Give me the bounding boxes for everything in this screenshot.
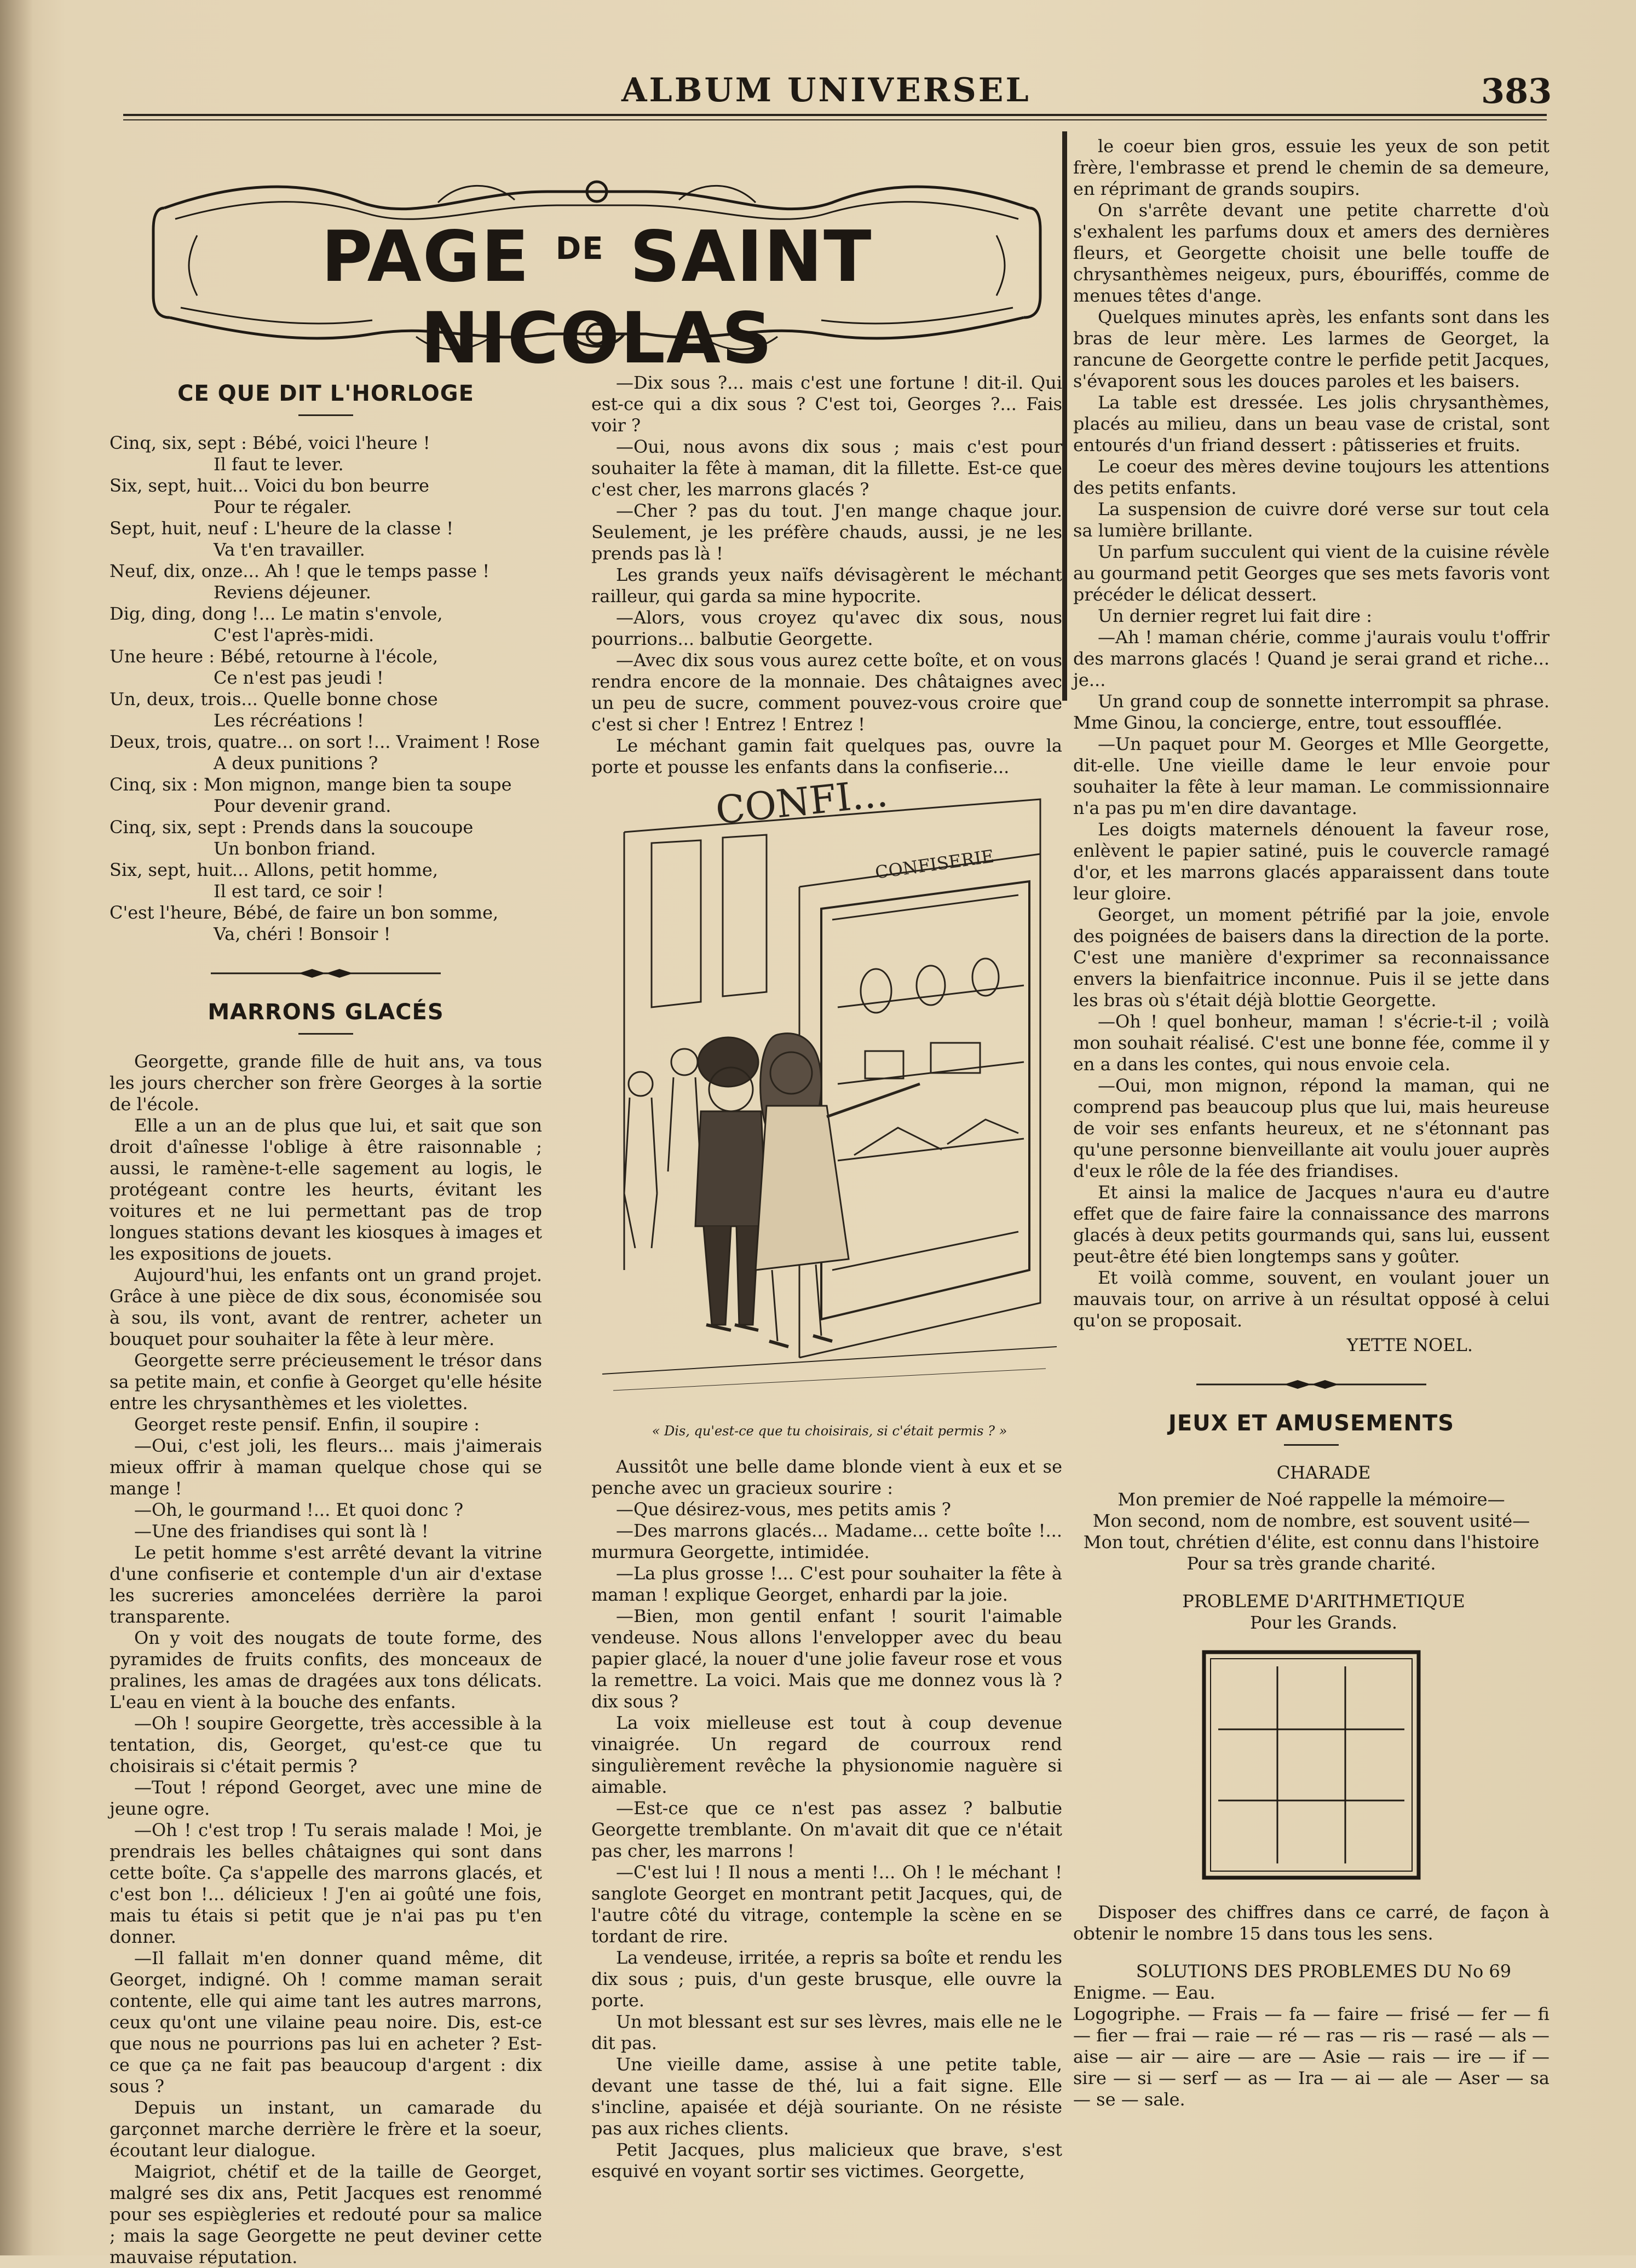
paragraph: Georgette, grande fille de huit ans, va tous les jours chercher son frère Georges à la sortie de l'école. <box>110 1051 542 1115</box>
paragraph: Le coeur des mères devine toujours les attentions des petits enfants. <box>1073 456 1549 498</box>
paragraph: —Ah ! maman chérie, comme j'aurais voulu t'offrir des marrons glacés ! Quand je serai grand et riche... je... <box>1073 627 1549 690</box>
marrons-text-col2-bottom <box>591 1456 1062 2182</box>
poem-line: Un bonbon friand. <box>214 838 376 859</box>
paragraph: Maigriot, chétif et de la taille de Georget, malgré ses dix ans, Petit Jacques est renommé pour ses espiègleries et redouté pour sa malice ; mais la sage Georgette ne peut deviner cette mauvaise réputation. <box>110 2161 542 2267</box>
paragraph: —Un paquet pour M. Georges et Mlle Georgette, dit-elle. Une vieille dame le leur envoie pour souhaiter la fête à leur maman. Le commissionnaire n'a pas pu m'en dire davantage. <box>1073 734 1549 818</box>
poem-line: Les récréations ! <box>214 710 364 731</box>
paragraph: —Bien, mon gentil enfant ! sourit l'aimable vendeuse. Nous allons l'envelopper avec du beau papier glacé, la nouer d'une jolie faveur rose et vous la remettre. La voici. Mais que me donnez vous là ? dix sous ? <box>591 1606 1062 1712</box>
paragraph: Et voilà comme, souvent, en voulant jouer un mauvais tour, on arrive à un résultat opposé à celui qu'on se proposait. <box>1073 1267 1549 1331</box>
horloge-title: CE QUE DIT L'HORLOGE <box>177 381 474 406</box>
poem-line: C'est l'heure, Bébé, de faire un bon somme, <box>110 902 499 923</box>
shop-window-sign: CONFISERIE <box>873 845 995 883</box>
header-rule-bottom <box>123 119 1547 120</box>
title-rule <box>298 1033 353 1035</box>
paragraph: —Avec dix sous vous aurez cette boîte, et on vous rendra encore de la monnaie. Des châtaignes avec un peu de sucre, comment pouvez-vous croire que c'est si cher ! Entrez ! Entrez ! <box>591 650 1062 735</box>
paragraph: Un grand coup de sonnette interrompit sa phrase. Mme Ginou, la concierge, entre, tout essoufflée. <box>1073 691 1549 733</box>
paragraph: le coeur bien gros, essuie les yeux de son petit frère, l'embrasse et prend le chemin de sa demeure, en réprimant de grands soupirs. <box>1073 136 1549 199</box>
column-2-top <box>591 372 1062 778</box>
paragraph: —Est-ce que ce n'est pas assez ? balbutie Georgette tremblante. On m'avait dit que ce n'était pas cher, les marrons ! <box>591 1798 1062 1861</box>
paragraph: Une vieille dame, assise à une petite table, devant une tasse de thé, lui a fait signe. Elle s'incline, apaisée et déjà souriante. On ne résiste pas aux riches clients. <box>591 2054 1062 2139</box>
poem-line: Un, deux, trois... Quelle bonne chose <box>110 689 438 709</box>
paragraph: —Il fallait m'en donner quand même, dit Georget, indigné. Oh ! comme maman serait contente, elle qui aime tant les autres marrons, ceux qu'ont une vilaine peau noire. Dis, est-ce que nous ne pourrions pas lui en acheter ? Est-ce que ça ne fait pas beaucoup d'argent : dix sous ? <box>110 1948 542 2097</box>
paragraph: Les doigts maternels dénouent la faveur rose, enlèvent le papier satiné, puis le couvercle ramagé d'or, et les marrons glacés apparaissent dans toute leur gloire. <box>1073 819 1549 904</box>
paragraph: —Oh ! c'est trop ! Tu serais malade ! Moi, je prendrais les belles châtaignes qui sont dans cette boîte. Ça s'appelle des marrons glacés, et c'est bon !... délicieux ! J'en ai goûté une fois, mais tu étais si petit que je n'ai pas pu t'en donner. <box>110 1820 542 1947</box>
paragraph: La voix mielleuse est tout à coup devenue vinaigrée. Un regard de courroux rend singulièrement revêche la physionomie naguère si aimable. <box>591 1712 1062 1797</box>
paragraph: —Oui, c'est joli, les fleurs... mais j'aimerais mieux offrir à maman quelque chose qui se mange ! <box>110 1435 542 1499</box>
charade-line: Mon premier de Noé rappelle la mémoire— <box>1117 1489 1505 1510</box>
paragraph: —Cher ? pas du tout. J'en mange chaque jour. Seulement, je les préfère chauds, aussi, je ne les prends pas là ! <box>591 500 1062 564</box>
illustration-caption: « Dis, qu'est-ce que tu choisirais, si c'était permis ? » <box>652 1423 1007 1439</box>
column-1 <box>110 383 542 2268</box>
paragraph: Georget reste pensif. Enfin, il soupire : <box>134 1414 480 1435</box>
paragraph: Quelques minutes après, les enfants sont dans les bras de leur mère. Les larmes de Georget, la rancune de Georgette contre le perfide petit Jacques, s'évaporent sous les douces paroles et les baisers. <box>1073 307 1549 391</box>
poem-line: Neuf, dix, onze... Ah ! que le temps passe ! <box>110 561 490 581</box>
poem-line: Il est tard, ce soir ! <box>214 881 384 902</box>
marrons-text-col2-top <box>591 372 1062 778</box>
poem-line: Reviens déjeuner. <box>214 582 371 603</box>
paragraph: La suspension de cuivre doré verse sur tout cela sa lumière brillante. <box>1073 499 1549 541</box>
banner-title: PAGE $^{DE}$ SAINT NICOLAS <box>321 216 873 379</box>
paragraph: —Oui, nous avons dix sous ; mais c'est pour souhaiter la fête à maman, dit la fillette. Est-ce que c'est cher, les marrons glacés ? <box>591 436 1062 500</box>
column-3 <box>1073 136 1549 2110</box>
page-banner <box>131 170 1062 379</box>
solution-logogriphe: Logogriphe. — Frais — fa — faire — frisé — fer — fi — fier — frai — raie — ré — ras — ris — rasé — als — aise — air — aire — are — Asie — rais — ire — if — sire — si — serf — as — Ira — ai — ale — Aser — sa — se — sale. <box>1073 2004 1549 2110</box>
paragraph: Le petit homme s'est arrêté devant la vitrine d'une confiserie et contemple d'un air d'extase les sucreries amoncelées derrière la paroi transparente. <box>110 1542 542 1627</box>
paragraph: La vendeuse, irritée, a repris sa boîte et rendu les dix sous ; puis, d'un geste brusque, elle ouvre la porte. <box>591 1947 1062 2011</box>
poem-line: Dig, ding, dong !... Le matin s'envole, <box>110 603 443 624</box>
illustration-confiserie <box>591 777 1068 1418</box>
jeux-title: JEUX ET AMUSEMENTS <box>1168 1411 1455 1436</box>
paragraph: —Tout ! répond Georget, avec une mine de jeune ogre. <box>110 1777 542 1819</box>
shop-sign-text: CONFI... <box>713 777 890 833</box>
charade-line: Mon tout, chrétien d'élite, est connu dans l'histoire <box>1083 1532 1540 1553</box>
poem-line: Pour te régaler. <box>214 497 352 517</box>
marrons-text-col3 <box>1073 136 1549 1331</box>
poem-line: Six, sept, huit... Allons, petit homme, <box>110 859 439 880</box>
poem-line: Six, sept, huit... Voici du bon beurre <box>110 475 429 496</box>
poem-line: A deux punitions ? <box>214 753 378 774</box>
charade-text <box>1073 1489 1549 1574</box>
paragraph: —Une des friandises qui sont là ! <box>134 1521 429 1542</box>
solutions-title: SOLUTIONS DES PROBLEMES DU No 69 <box>1136 1961 1512 1982</box>
page-number: 383 <box>1481 71 1552 111</box>
header-rule-top <box>123 114 1547 116</box>
poem-line: Va t'en travailler. <box>214 539 365 560</box>
marrons-title: MARRONS GLACÉS <box>208 1000 444 1025</box>
paragraph: Et ainsi la malice de Jacques n'aura eu d'autre effet que de faire faire la connaissance des marrons glacés à deux petits gourmands qui, sans lui, eussent peut-être été bien longtemps sans y goûter. <box>1073 1182 1549 1267</box>
charade-line: Pour sa très grande charité. <box>1186 1553 1436 1574</box>
paragraph: Le méchant gamin fait quelques pas, ouvre la porte et pousse les enfants dans la confiserie... <box>591 735 1062 777</box>
paragraph: Petit Jacques, plus malicieux que brave, s'est esquivé en voyant sortir ses victimes. Georgette, <box>591 2139 1062 2182</box>
masthead-title: ALBUM UNIVERSEL <box>621 71 1031 109</box>
poem-line: Cinq, six, sept : Bébé, voici l'heure ! <box>110 432 430 453</box>
paragraph: Un parfum succulent qui vient de la cuisine révèle au gourmand petit Georges que ses mets favoris vont précéder le délicat dessert. <box>1073 541 1549 605</box>
probleme-subtitle: Pour les Grands. <box>1250 1612 1397 1633</box>
poem-line: Cinq, six : Mon mignon, mange bien ta soupe <box>110 774 512 795</box>
paragraph: On y voit des nougats de toute forme, des pyramides de fruits confits, des monceaux de pralines, les amas de dragées aux tons délicats. L'eau en vient à la bouche des enfants. <box>110 1628 542 1712</box>
poem-line: C'est l'après-midi. <box>214 625 375 645</box>
charade-title: CHARADE <box>1276 1462 1371 1483</box>
paragraph: —Alors, vous croyez qu'avec dix sous, nous pourrions... balbutie Georgette. <box>591 607 1062 649</box>
title-rule <box>298 414 353 416</box>
paragraph: La table est dressée. Les jolis chrysanthèmes, placés au milieu, dans un beau vase de cristal, sont entourés d'un friand dessert : pâtisseries et fruits. <box>1073 392 1549 455</box>
probleme-text: Disposer des chiffres dans ce carré, de façon à obtenir le nombre 15 dans tous les sens. <box>1073 1902 1549 1944</box>
paragraph: Un dernier regret lui fait dire : <box>1098 605 1373 626</box>
paragraph: On s'arrête devant une petite charrette d'où s'exhalent les parfums doux et amers des dernières fleurs, et Georgette choisit une belle touffe de chrysanthèmes neigeux, purs, ébouriffés, comme de menues têtes d'ange. <box>1073 200 1549 306</box>
paragraph: —Des marrons glacés... Madame... cette boîte !... murmura Georgette, intimidée. <box>591 1520 1062 1562</box>
horloge-poem <box>110 432 542 945</box>
ornament-divider <box>211 967 441 980</box>
paragraph: —Dix sous ?... mais c'est une fortune ! dit-il. Qui est-ce qui a dix sous ? C'est toi, Georges ?... Fais voir ? <box>591 372 1062 436</box>
paragraph: Georgette serre précieusement le trésor dans sa petite main, et confie à Georget qu'elle hésite entre les chrysanthèmes et les violettes. <box>110 1350 542 1413</box>
paragraph: Un mot blessant est sur ses lèvres, mais elle ne le dit pas. <box>591 2011 1062 2053</box>
poem-line: Il faut te lever. <box>214 454 344 475</box>
column-2-bottom <box>591 1456 1062 2182</box>
paragraph: Aujourd'hui, les enfants ont un grand projet. Grâce à une pièce de dix sous, économisée sou à sou, ils vont, avant de rentrer, acheter un bouquet pour souhaiter la fête à leur mère. <box>110 1265 542 1349</box>
poem-line: Pour devenir grand. <box>214 795 391 816</box>
poem-line: Sept, huit, neuf : L'heure de la classe ! <box>110 518 454 539</box>
title-rule <box>1284 1444 1339 1446</box>
poem-line: Ce n'est pas jeudi ! <box>214 667 384 688</box>
column-divider <box>1062 131 1067 701</box>
marrons-text-col1 <box>110 1051 542 2268</box>
children-at-shop-window-illustration <box>591 777 1068 1418</box>
paragraph: —Oh ! quel bonheur, maman ! s'écrie-t-il ; voilà mon souhait réalisé. C'est une bonne fée, comme il y en a dans les contes, qui nous envoie cela. <box>1073 1011 1549 1075</box>
paragraph: Georget, un moment pétrifié par la joie, envole des poignées de baisers dans la direction de la porte. C'est une manière d'exprimer sa reconnaissance envers la bienfaitrice inconnue. Puis il se jette dans les bras où s'était déjà blottie Georgette. <box>1073 904 1549 1011</box>
binding-shadow <box>0 0 33 2255</box>
author-signature: YETTE NOEL. <box>1346 1335 1473 1355</box>
probleme-title: PROBLEME D'ARITHMETIQUE <box>1182 1591 1465 1612</box>
paragraph: —Oui, mon mignon, répond la maman, qui ne comprend pas beaucoup plus que lui, mais heureuse de voir ses enfants heureux, et ne s'étonnant pas qu'une personne bienveillante ait voulu jouer auprès d'eux le rôle de la fée des friandises. <box>1073 1075 1549 1181</box>
charade-line: Mon second, nom de nombre, est souvent usité— <box>1092 1510 1530 1531</box>
paragraph: Depuis un instant, un camarade du garçonnet marche derrière le frère et la soeur, écoutant leur dialogue. <box>110 2097 542 2161</box>
paragraph: Elle a un an de plus que lui, et sait que son droit d'aînesse l'oblige à être raisonnable ; aussi, le ramène-t-elle sagement au logis, le protégeant contre les heurts, évitant les voitures et ne lui permettant pas de trop longues stations devant les kiosques à images et les expositions de jouets. <box>110 1115 542 1264</box>
paragraph: —Que désirez-vous, mes petits amis ? <box>616 1499 951 1520</box>
solution-enigme: Enigme. — Eau. <box>1073 1982 1216 2003</box>
paragraph: —La plus grosse !... C'est pour souhaiter la fête à maman ! explique Georget, enhardi par la joie. <box>591 1563 1062 1605</box>
poem-line: Cinq, six, sept : Prends dans la soucoupe <box>110 817 474 838</box>
poem-line: Va, chéri ! Bonsoir ! <box>214 924 391 944</box>
poem-line: Une heure : Bébé, retourne à l'école, <box>110 646 439 667</box>
paragraph: Les grands yeux naïfs dévisagèrent le méchant railleur, qui garda sa mine hypocrite. <box>591 564 1062 607</box>
paragraph: —Oh, le gourmand !... Et quoi donc ? <box>134 1499 464 1520</box>
ornament-divider <box>1196 1378 1426 1391</box>
paragraph: —C'est lui ! Il nous a menti !... Oh ! le méchant ! sanglote Georget en montrant petit Jacques, qui, de l'autre côté du vitrage, contemple la scène en se tordant de rire. <box>591 1862 1062 1947</box>
paragraph: Aussitôt une belle dame blonde vient à eux et se penche avec un gracieux sourire : <box>591 1456 1062 1498</box>
paragraph: —Oh ! soupire Georgette, très accessible à la tentation, dis, Georget, qu'est-ce que tu choisirais si c'était permis ? <box>110 1713 542 1776</box>
magic-square-grid <box>1202 1650 1421 1880</box>
poem-line: Deux, trois, quatre... on sort !... Vraiment ! Rose <box>110 731 540 752</box>
